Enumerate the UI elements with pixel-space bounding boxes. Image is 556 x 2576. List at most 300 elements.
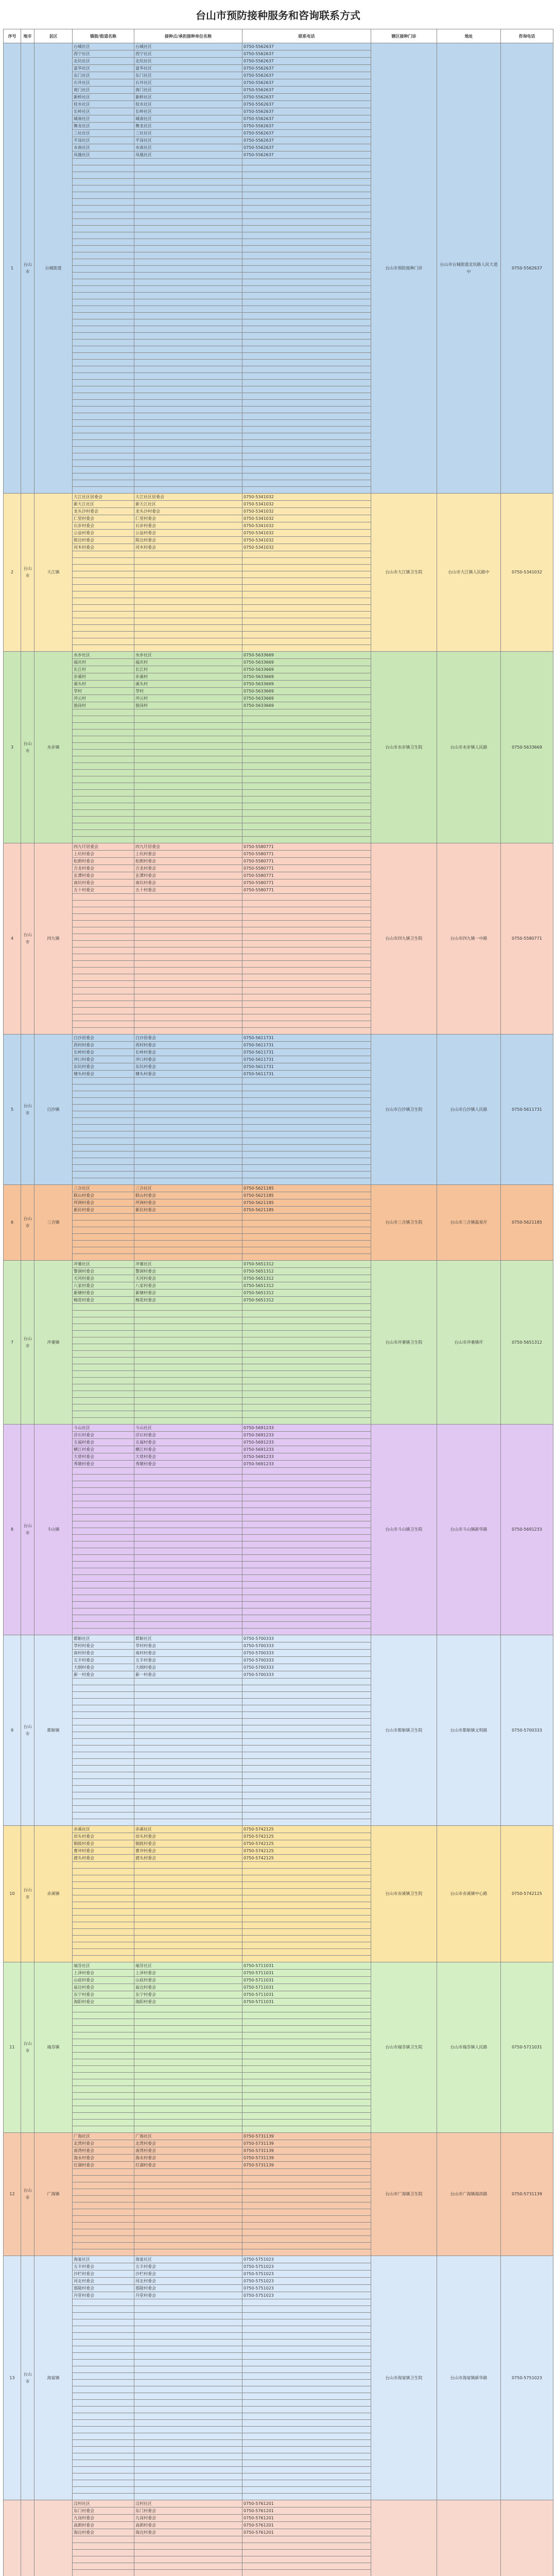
center-name [134,1411,242,1418]
table-row [4,1962,553,1970]
township-name [73,480,134,487]
township-name [73,1254,134,1261]
center-phone: 0750-5341032 [242,522,371,530]
township-name: 九岗村委会 [73,2515,134,2522]
center-phone [242,2196,371,2202]
center-phone [242,1786,371,1792]
center-name [134,1481,242,1488]
center-name [134,326,242,333]
center-name [134,266,242,273]
center-phone [242,763,371,770]
center-name: 北坑社区 [134,58,242,65]
center-phone: 0750-5700333 [242,1642,371,1650]
center-name [134,750,242,756]
township-name: 西村村委会 [73,1042,134,1049]
township-name [73,1699,134,1705]
center-phone: 0750-5700333 [242,1664,371,1671]
township-name [73,1812,134,1819]
center-name [134,1806,242,1812]
center-name [134,1772,242,1779]
township-name [73,1909,134,1916]
center-phone: 0750-5751023 [242,2285,371,2292]
center-name: 水南社区 [134,144,242,151]
clinic-name: 台山市海宴镇卫生院 [371,2256,437,2500]
center-phone: 0750-5751023 [242,2270,371,2278]
center-name [134,2106,242,2113]
center-name [134,2570,242,2576]
center-name [134,1028,242,1035]
township-name [73,2059,134,2066]
center-phone [242,1588,371,1595]
clinic-name: 台山市大江镇卫生院 [371,494,437,652]
township-name [73,2176,134,2182]
center-phone: 0750-5562637 [242,108,371,115]
township-name [73,2099,134,2106]
center-phone [242,810,371,817]
township-name [73,585,134,591]
township-name: 赤溪社区 [73,1826,134,1833]
center-phone [242,1535,371,1541]
clinic-name: 台山市赤溪镇卫生院 [371,1826,437,1962]
township-name [73,386,134,393]
center-name [134,1942,242,1949]
center-name [134,1521,242,1528]
center-name [134,2019,242,2026]
center-name [134,585,242,591]
township-name [73,1772,134,1779]
township-name: 龙头沙村委会 [73,508,134,515]
clinic-name [371,2500,437,2576]
center-name [134,1145,242,1151]
center-name [134,934,242,941]
township-name: 东宁村委会 [73,1991,134,1998]
center-name [134,1812,242,1819]
clinic-name: 台山市水步镇卫生院 [371,652,437,843]
center-name: 西村村委会 [134,1042,242,1049]
center-phone [242,1949,371,1956]
center-phone [242,226,371,232]
township-name [73,2406,134,2413]
center-phone [242,1145,371,1151]
township-name [73,2453,134,2460]
center-name [134,1956,242,1962]
center-name: 广海社区 [134,2133,242,2140]
center-phone [242,206,371,212]
county-name: 水步镇 [34,652,73,843]
clinic-address: 台山市海宴镇新华路 [437,2256,501,2500]
center-name [134,2313,242,2319]
center-name [134,2333,242,2340]
township-name [73,460,134,467]
township-name [73,172,134,179]
center-phone: 0750-5742125 [242,1840,371,1848]
center-phone [242,165,371,172]
center-phone [242,2494,371,2500]
center-phone [242,2447,371,2453]
center-phone [242,2012,371,2019]
center-name [134,2420,242,2427]
center-name [134,941,242,947]
center-phone [242,340,371,346]
township-name: 桂水社区 [73,101,134,108]
township-name [73,2189,134,2196]
township-name [73,1705,134,1712]
township-name: 冲口村委会 [73,1056,134,1063]
center-phone [242,1311,371,1317]
township-name [73,1178,134,1185]
township-name [73,2556,134,2563]
center-name [134,1779,242,1786]
township-name: 联山村委会 [73,1192,134,1199]
center-phone [242,638,371,645]
center-phone [242,723,371,730]
clinic-name: 台山市四九镇卫生院 [371,843,437,1035]
city-name: 台山市 [21,1261,34,1425]
center-name: 水步社区 [134,652,242,659]
center-phone [242,1582,371,1588]
center-phone [242,1869,371,1875]
center-phone [242,212,371,219]
township-name [73,894,134,901]
township-name [73,1521,134,1528]
center-name [134,206,242,212]
center-name [134,219,242,226]
township-name: 那陵村委会 [73,2285,134,2292]
center-phone [242,1541,371,1548]
center-name [134,333,242,340]
center-name [134,981,242,988]
township-name: 东门社区 [73,72,134,79]
township-name [73,1001,134,1008]
center-phone: 0750-5633669 [242,666,371,673]
township-name [73,770,134,776]
center-phone: 0750-5711031 [242,1991,371,1998]
center-name: 新桥社区 [134,94,242,101]
center-phone [242,333,371,340]
center-phone [242,598,371,605]
center-phone: 0750-5611731 [242,1056,371,1063]
center-name [134,605,242,612]
township-name [73,1608,134,1615]
center-name [134,1001,242,1008]
township-name [73,232,134,239]
township-name [73,790,134,796]
township-name [73,796,134,803]
center-name [134,1495,242,1501]
township-name: 冲蒌社区 [73,1261,134,1268]
township-name [73,1615,134,1622]
center-name: 曹冲村委会 [134,1848,242,1855]
center-phone [242,1508,371,1515]
center-name [134,380,242,386]
center-name [134,837,242,843]
center-name [134,1234,242,1241]
center-name [134,2550,242,2556]
township-name [73,2073,134,2079]
center-name: 丹堂村委会 [134,2292,242,2299]
township-name [73,1165,134,1172]
center-name [134,790,242,796]
center-phone [242,2086,371,2093]
center-phone [242,2099,371,2106]
township-name [73,1725,134,1732]
center-phone [242,1317,371,1324]
center-phone [242,232,371,239]
center-phone: 0750-5742125 [242,1833,371,1840]
center-name [134,2467,242,2473]
center-phone [242,1752,371,1759]
center-phone [242,1254,371,1261]
center-name [134,480,242,487]
township-name [73,293,134,299]
center-name: 五福村委会 [134,1439,242,1446]
center-phone [242,1622,371,1629]
center-phone [242,1875,371,1882]
center-phone [242,1895,371,1902]
township-name [73,2313,134,2319]
center-phone [242,1178,371,1185]
township-name [73,605,134,612]
center-phone [242,179,371,185]
center-name [134,1125,242,1131]
center-phone [242,2340,371,2346]
township-name [73,618,134,625]
center-phone [242,1028,371,1035]
center-name [134,1712,242,1719]
center-phone: 0750-5341032 [242,494,371,501]
center-phone: 0750-5341032 [242,515,371,522]
county-name: 台城街道 [34,43,73,494]
township-name [73,373,134,380]
center-phone [242,2386,371,2393]
center-name [134,968,242,974]
center-phone: 0750-5562637 [242,87,371,94]
center-name [134,1875,242,1882]
center-name [134,2427,242,2433]
center-phone [242,2039,371,2046]
township-name: 仁里村委会 [73,515,134,522]
center-name [134,2066,242,2073]
township-name: 北坑社区 [73,58,134,65]
center-name [134,1351,242,1358]
center-name [134,386,242,393]
center-name [134,1247,242,1254]
center-name [134,2326,242,2333]
center-phone [242,1692,371,1699]
center-name: 秀墩村委会 [134,1461,242,1468]
township-name [73,1475,134,1481]
township-name [73,2346,134,2353]
township-name [73,1234,134,1241]
center-phone [242,366,371,373]
township-name [73,1384,134,1391]
township-name: 渡头村委会 [73,1855,134,1862]
center-name: 南湾村委会 [134,2147,242,2155]
center-name [134,2126,242,2133]
center-phone [242,585,371,591]
center-name: 河北村委会 [134,2278,242,2285]
center-name [134,1629,242,1635]
center-name: 联山村委会 [134,1192,242,1199]
center-phone [242,605,371,612]
table-body [4,43,553,2576]
center-name [134,293,242,299]
center-phone [242,954,371,961]
center-name [134,1685,242,1692]
center-phone: 0750-5562637 [242,137,371,144]
center-name [134,1014,242,1021]
center-name [134,1304,242,1311]
center-name [134,1902,242,1909]
center-name [134,1555,242,1562]
center-name [134,2413,242,2420]
table-row [4,2256,553,2263]
township-name: 高朗村委会 [73,2522,134,2529]
township-name [73,1752,134,1759]
city-name: 台山市 [21,1185,34,1261]
center-phone [242,1929,371,1936]
township-name [73,212,134,219]
center-phone: 0750-5562637 [242,151,371,159]
center-phone [242,551,371,558]
center-phone: 0750-5700333 [242,1635,371,1642]
township-name [73,1956,134,1962]
county-name: 冲蒌镇 [34,1261,73,1425]
center-phone [242,219,371,226]
center-phone: 0750-5711031 [242,1970,371,1977]
township-name [73,1685,134,1692]
center-name [134,1739,242,1745]
center-phone [242,1548,371,1555]
township-name [73,1792,134,1799]
center-phone [242,1021,371,1028]
township-name: 长岭社区 [73,108,134,115]
center-phone: 0750-5621185 [242,1199,371,1207]
county-name: 广海镇 [34,2133,73,2256]
center-name [134,796,242,803]
clinic-hotline: 0750-5341032 [501,494,553,652]
center-phone [242,2433,371,2440]
center-phone: 0750-5731139 [242,2162,371,2169]
township-name [73,2420,134,2427]
township-name [73,551,134,558]
township-name [73,1418,134,1425]
center-name [134,360,242,366]
center-name [134,2202,242,2209]
center-name: 那陵村委会 [134,2285,242,2292]
center-name [134,313,242,319]
township-name [73,591,134,598]
center-phone [242,1344,371,1351]
center-name: 舞龙社区 [134,123,242,130]
township-name: 南坑村委会 [73,879,134,887]
township-name [73,1535,134,1541]
township-name [73,2249,134,2256]
township-name [73,2066,134,2073]
center-phone [242,1862,371,1869]
township-name [73,625,134,632]
center-phone [242,487,371,494]
township-name [73,907,134,914]
township-name [73,2039,134,2046]
clinic-name: 台山市冲蒌镇卫生院 [371,1261,437,1425]
center-phone: 0750-5633669 [242,673,371,681]
center-phone [242,1819,371,1826]
center-phone [242,1812,371,1819]
township-name: 独岗村 [73,702,134,709]
township-name [73,817,134,823]
township-name: 田头村委会 [73,1833,134,1840]
center-name [134,1324,242,1331]
center-phone [242,803,371,810]
center-phone: 0750-5711031 [242,1984,371,1991]
township-name [73,1869,134,1875]
center-name [134,1404,242,1411]
township-name: 秀墩村委会 [73,1461,134,1468]
center-name: 白沙居委会 [134,1035,242,1042]
center-phone: 0750-5651312 [242,1282,371,1290]
center-phone [242,2563,371,2570]
township-name: 水步社区 [73,652,134,659]
center-name [134,1922,242,1929]
center-name [134,199,242,206]
center-name [134,803,242,810]
center-phone [242,1501,371,1508]
center-phone [242,2169,371,2176]
township-name: 步溪村 [73,673,134,681]
center-phone: 0750-5580771 [242,879,371,887]
center-phone [242,743,371,750]
center-name [134,736,242,743]
city-name: 台山市 [21,1635,34,1826]
township-name: 城南社区 [73,115,134,123]
clinic-address: 台山市端芬镇人民路 [437,1962,501,2133]
center-phone [242,1378,371,1384]
city-name [21,2500,34,2576]
township-name [73,1247,134,1254]
center-name [134,1331,242,1337]
township-name [73,803,134,810]
center-name [134,1105,242,1111]
center-phone: 0750-5580771 [242,858,371,865]
center-phone [242,2556,371,2563]
township-name [73,1712,134,1719]
center-name [134,1535,242,1541]
center-name: 五丰村委会 [134,1657,242,1664]
township-name [73,1337,134,1344]
header-township: 镇街/街道名称 [73,29,134,43]
center-name [134,366,242,373]
center-name [134,716,242,723]
center-name [134,927,242,934]
center-phone: 0750-5341032 [242,544,371,551]
center-name [134,2113,242,2120]
center-phone [242,2032,371,2039]
center-phone: 0750-5633669 [242,688,371,695]
center-phone [242,420,371,427]
township-name: 海永村委会 [73,2155,134,2162]
township-name [73,279,134,286]
header-no: 序号 [4,29,21,43]
township-name [73,645,134,652]
center-name [134,901,242,907]
center-phone: 0750-5562637 [242,65,371,72]
center-name [134,1501,242,1508]
township-name [73,2169,134,2176]
township-name: 山底村委会 [73,1977,134,1984]
center-phone [242,901,371,907]
center-name: 独岗村 [134,702,242,709]
